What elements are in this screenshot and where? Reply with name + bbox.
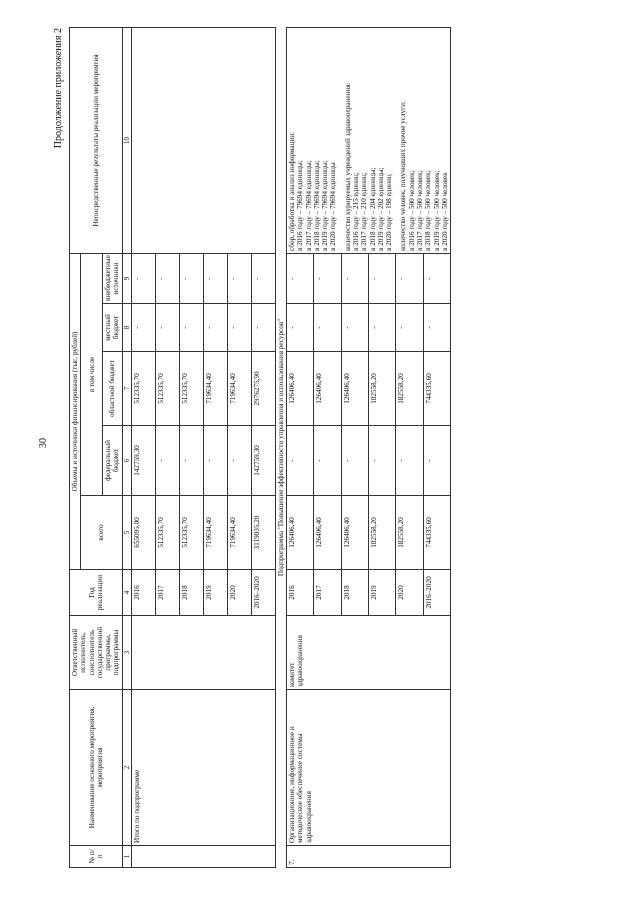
header-name: Наименование основного мероприятия, мероприятия [70,690,123,846]
total-cell: 126406,40 [287,496,314,570]
col-number: 2 [122,690,131,846]
header-regional: областной бюджет [103,352,123,426]
activity-name: Организационное, информационное и методическое обеспечение системы здравоохранения [287,690,451,846]
regional-cell: 512335,70 [179,352,203,426]
responsible-cell [131,616,275,690]
year-cell: 2017 [314,570,341,616]
table-row [275,27,286,867]
header-extra: внебюджетные источники [103,253,123,303]
federal-cell: - [396,426,423,496]
total-cell: 719634,40 [203,496,227,570]
local-cell: - [287,304,314,352]
result-line: в 2018 году – 204 единицы; [368,167,377,251]
results-cell [131,27,275,253]
federal-cell: - [287,426,314,496]
result-line: в 2020 году – 500 человек [440,172,449,251]
total-cell: 744335,60 [423,496,450,570]
local-cell: - [179,304,203,352]
page-number: 30 [38,438,49,448]
total-cell: 182558,20 [369,496,396,570]
col-number: 4 [122,570,131,616]
extra-cell: - [227,253,251,303]
local-cell: - [131,304,155,352]
result-line: сбор, обработка и анализ информации: [288,131,297,251]
row-num-cell: 7. [287,846,451,868]
total-cell: 719634,40 [227,496,251,570]
subprogram-title: Подпрограмма "Повышение эффективности управления и использования ресурсов" [275,27,286,867]
result-line: в 2019 году – 500 человек; [432,170,441,251]
total-cell: 3119035,20 [251,496,275,570]
regional-cell: 512335,70 [131,352,155,426]
year-cell: 2020 [396,570,423,616]
federal-cell: - [227,426,251,496]
local-cell: - [155,304,179,352]
col-number: 7 [122,352,131,426]
year-cell: 2017 [155,570,179,616]
result-line: в 2016 году – 79694 единицы; [296,160,305,251]
col-number: 9 [122,253,131,303]
result-line: количество курируемых учреждений здравоохранения: [343,82,352,251]
regional-cell: 182558,20 [369,352,396,426]
extra-cell: - [369,253,396,303]
local-cell: - [227,304,251,352]
regional-cell: 512335,70 [155,352,179,426]
header-federal: федеральный бюджет [103,426,123,496]
result-line: в 2017 году – 210 единиц; [360,172,369,251]
result-line: в 2018 году – 79694 единицы; [312,160,321,251]
federal-cell: - [423,426,450,496]
responsible-cell: комитет здравоохранения [287,616,451,690]
result-line: в 2019 году – 202 единицы; [376,167,385,251]
year-cell: 2018 [179,570,203,616]
header-year: Год реализации [70,570,123,616]
year-cell: 2019 [203,570,227,616]
regional-cell: 719634,40 [227,352,251,426]
document-sheet [53,28,619,868]
col-number: 8 [122,304,131,352]
extra-cell: - [341,253,368,303]
result-line: в 2019 году – 79694 единицы; [321,160,330,251]
year-cell: 2016 [287,570,314,616]
result-line: в 2017 году – 79694 единицы; [304,160,313,251]
subprogram-total-label: Итого по подпрограмме [131,690,275,846]
year-cell: 2016–2020 [251,570,275,616]
header-including: в том числе [81,253,103,495]
result-line: в 2020 году – 79694 единицы [329,162,338,251]
local-cell: - [396,304,423,352]
regional-cell: 2976275,90 [251,352,275,426]
extra-cell: - [287,253,314,303]
table-row [287,27,314,867]
federal-cell: - [314,426,341,496]
extra-cell: - [396,253,423,303]
extra-cell: - [314,253,341,303]
federal-cell: - [179,426,203,496]
column-number-row [122,27,131,867]
federal-cell: - [369,426,396,496]
total-cell: 182558,20 [396,496,423,570]
total-cell: 126406,40 [341,496,368,570]
result-line: в 2016 году – 215 единиц; [351,172,360,251]
total-cell: 512335,70 [179,496,203,570]
col-number: 6 [122,426,131,496]
appendix-label: Продолжение приложения 2 [53,28,64,149]
extra-cell: - [179,253,203,303]
regional-cell: 126406,40 [314,352,341,426]
total-cell: 512335,70 [155,496,179,570]
year-cell: 2018 [341,570,368,616]
local-cell: - [251,304,275,352]
regional-cell: 719634,40 [203,352,227,426]
result-line: в 2020 году – 198 единиц [385,174,394,251]
header-total: всего [81,496,122,570]
regional-cell: 182558,20 [396,352,423,426]
extra-cell: - [131,253,155,303]
header-responsible: Ответственный исполнитель, соисполнитель государственной программы, подпрограммы [70,616,123,690]
federal-cell: 142759,30 [251,426,275,496]
local-cell: - [341,304,368,352]
federal-cell: - [341,426,368,496]
col-number: 10 [122,27,131,253]
result-line: в 2017 году – 500 человек; [415,170,424,251]
local-cell: - [203,304,227,352]
federal-cell: 142759,30 [131,426,155,496]
funding-table [69,27,451,868]
extra-cell: - [155,253,179,303]
extra-cell: - [203,253,227,303]
regional-cell: 744335,60 [423,352,450,426]
result-line: количество человек, получивших прочие услуги: [399,101,408,251]
total-cell: 655095,00 [131,496,155,570]
year-cell: 2016–2020 [423,570,450,616]
table-row [131,27,155,867]
total-cell: 126406,40 [314,496,341,570]
col-number: 3 [122,616,131,690]
local-cell: - [314,304,341,352]
local-cell: - [369,304,396,352]
year-cell: 2019 [369,570,396,616]
year-cell: 2020 [227,570,251,616]
col-number: 1 [122,846,131,868]
extra-cell: - [251,253,275,303]
year-cell: 2016 [131,570,155,616]
results-cell [287,27,451,253]
header-funding: Объемы и источники финансирования (тыс. рублей) [70,253,81,569]
header-num: № п/п [70,846,123,868]
federal-cell: - [203,426,227,496]
regional-cell: 126406,40 [341,352,368,426]
header-local: местный бюджет [103,304,123,352]
local-cell: - [423,304,450,352]
row-num-cell [131,846,275,868]
federal-cell: - [155,426,179,496]
regional-cell: 126406,40 [287,352,314,426]
result-line: в 2018 году – 500 человек; [424,170,433,251]
result-line: в 2016 году – 500 человек; [407,170,416,251]
extra-cell: - [423,253,450,303]
col-number: 5 [122,496,131,570]
header-results: Непосредственные результаты реализации мероприятия [70,27,123,253]
